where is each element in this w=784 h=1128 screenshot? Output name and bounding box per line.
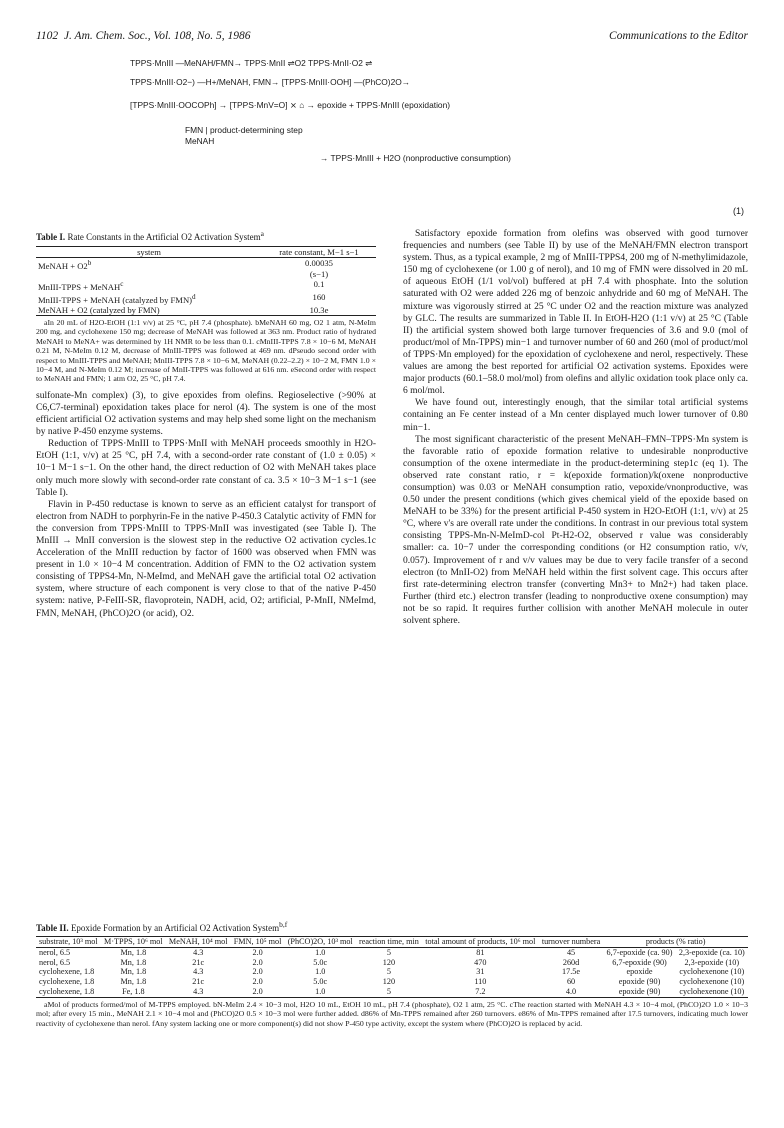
paragraph: sulfonate-Mn complex) (3), to give epoxides from olefins. Regioselective (>90% at C6,C7-terminal) epoxidation takes place for nerol (4). The system is one of the most efficient artificial O2 activation systems and may help shed some light on the mechanism by native P-450 enzyme systems. [36, 390, 376, 438]
table2-footnotes: aMol of products formed/mol of M-TPPS employed. bN-MeIm 2.4 × 10−3 mol, H2O 10 mL, EtOH 10 mL, pH 7.4 (phosphate), O2 1 atm, 25 °C. cThe reaction started with MeNAH 4.3 × 10−4 mol, (PhCO)2O 1.0 × 10−3 mol; after every 15 min., MeNAH 2.1 × 10−4 mol and (PhCO)2O 0.5 × 10−3 mol were further added. d86% of Mn-TPPS remained after 260 turnovers. e86% of Mn-TPPS remained after 17.5 turnovers, indicating much lower reactivity of cyclohexene than nerol. fAny system lacking one or more component(s) did not show P-450 type activity, except the system where (PhCO)2O is replaced by acid. [36, 999, 748, 1028]
table-header-row: substrate, 10³ mol M·TPPS, 10⁶ mol MeNAH, 10⁴ mol FMN, 10⁵ mol (PhCO)2O, 10³ mol reaction time, min total amount of products, 10⁶ mol turnover numbera products (% ratio) [36, 937, 748, 948]
page-number: 1102 J. Am. Chem. Soc., Vol. 108, No. 5, 1986 [36, 30, 251, 42]
section-title: Communications to the Editor [609, 30, 748, 42]
table1-caption: Table I. Rate Constants in the Artificial O2 Activation System$^a$ [36, 229, 265, 242]
paragraph: Flavin in P-450 reductase is known to serve as an efficient catalyst for transport of electron from NADH to porphyrin-Fe in the native P-450.3 Catalytic activity of FMN for the conversion from TPPS·MnIII to TPPS·MnII was investigated (see Table I). The MnIII → MnII conversion is the slowest step in the reductive O2 activation cycles.1c Acceleration of the MnIII reduction by factor of 1600 was observed when FMN was present in 1.0 × 10−4 M concentration. Addition of FMN to the O2 activation system consisting of TPPS4-Mn, N-MeImd, and MeNAH gave the artificial total O2 activation system, where structure of each component is very close to that of the native P-450 system: native, P-FeIII-SR, flavoprotein, NADH, acid, O2; artificial, P-MnII, NMeImd, FMN, MeNAH, (PhCO)2O (or acid), O2. [36, 499, 376, 619]
scheme-line-2: TPPS·MnIII·O2−) —H+/MeNAH, FMN→ [TPPS·MnIII·OOH] —(PhCO)2O→ [130, 77, 411, 87]
running-header [36, 30, 748, 46]
table1-footnotes: aIn 20 mL of H2O-EtOH (1:1 v/v) at 25 °C, pH 7.4 (phosphate). bMeNAH 60 mg, O2 1 atm, N-MeIm 200 mg, and cyclohexene 150 mg; decrease of MeNAH was followed at 363 nm. Product ratio of hydrated MeNAH to MeNA+ was determined by 1H NMR to be less than 0.1. cMnIII-TPPS 7.8 × 10−6 M, MeNAH 0.21 M, N-MeIm 0.12 M, decrease of MnIII-TPPS was followed at 469 nm. dPseudo second order with respect to MnIII-TPPS and MeNAH; MnIII-TPPS 7.8 × 10−6 M, MeNAH (0.22–2.2) × 10−2 M, FMN 1.0 × 10−4 M, and N-MeIm 0.12 M; increase of MnII-TPPS was followed at 616 nm. eSecond order with respect to MeNAH and FMN; 1 atm O2, 25 °C, pH 7.4. [36, 318, 376, 384]
table-row: cyclohexene, 1.8 Mn, 1.8 4.3 2.0 1.0 5 31 17.5e epoxide cyclohexenone (10) [39, 967, 745, 977]
scheme-line-4: FMN | product-determining step [185, 125, 303, 135]
table-row: nerol, 6.5 Mn, 1.8 4.3 2.0 1.0 5 81 45 6,7-epoxide (ca. 90) 2,3-epoxide (ca. 10) [39, 947, 745, 957]
table1 [36, 246, 376, 316]
left-column [36, 228, 376, 620]
table-row: cyclohexene, 1.8 Fe, 1.8 4.3 2.0 1.0 5 7.2 4.0 epoxide (90) cyclohexenone (10) [36, 987, 748, 997]
table-row: nerol, 6.5 Mn, 1.8 21c 2.0 5.0c 120 470 260d 6,7-epoxide (90) 2,3-epoxide (10) [39, 957, 740, 967]
scheme-line-5: MeNAH [185, 136, 215, 146]
table-row: MeNAH + $O2^b$ 0.00035 (s−1) [38, 258, 333, 279]
t1-header-system: system [36, 247, 262, 258]
table-row: MnIII-TPPS + MeNAH$^c$ 0.1 [38, 278, 325, 292]
table-row: MnIII-TPPS + MeNAH (catalyzed by FMN)$^d$ 160 [38, 291, 326, 305]
equation-number: (1) [733, 206, 744, 216]
paragraph: We have found out, interestingly enough, that the similar total artificial systems containing an Fe center instead of a Mn center displayed much lower turnover of 0.80 min−1. [403, 398, 748, 433]
table-row: MeNAH + O2 (catalyzed by FMN) 10.3e [36, 305, 376, 316]
scheme-line-6: → TPPS·MnIII + H2O (nonproductive consumption) [320, 153, 511, 163]
table-row: cyclohexene, 1.8 Mn, 1.8 21c 2.0 5.0c 120 110 60 epoxide (90) cyclohexenone (10) [39, 977, 745, 987]
table2-caption: Table II. Epoxide Formation by an Artificial O2 Activation System$^{b,f}$ [36, 920, 288, 933]
paragraph: Satisfactory epoxide formation from olefins was observed with good turnover frequencies and numbers (see Table II) by use of the MeNAH/FMN electron transport system. Thus, as a typical example, 2 mg of MnIII-TPPS4, 200 mg of N-methylimidazole, 150 mg of cyclohexene (or 1.00 g of nerol), and 10 mg of FMN were dissolved in 20 mL of aqueous EtOH (1/1 vol/vol) buffered at pH 7.4 with phosphate. Into the solution saturated with O2 were added 226 mg of benzoic anhydride and 60 mg of MeNAH. The mixture was vigorously stirred at 25 °C under O2 and the reaction mixture was analyzed by GLC. The results are summarized in Table II. In EtOH-H2O (1:1 v/v) at 25 °C (Table II) the artificial system showed both large turnover frequencies of 3.6 and 9.0 (mol of product/mol of Mn-TPPS) min−1 and turnover number of 60 and 260 (mol of product/mol of TPPS·Mn employed) for the epoxidation of cyclohexene and nerol, respectively. These values are among the best reported for artificial O2 activation systems. Epoxides were major products (60.1–58.0 mol/mol) from olefins and allylic oxidation took place only ca. 6 mol/mol. [403, 229, 748, 397]
paragraph: The most significant characteristic of the present MeNAH–FMN–TPPS·Mn system is the favorable ratio of epoxide formation relative to undesirable nonproductive consumption of the oxene intermediate in the product-determining step1c (eq 1). The observed rate constant ratio, r = k(epoxide formation)/k(oxene nonproductive consumption) was 0.03 or MeNAH consumption ratio, vepoxide/vnonproductive, was 0.50 under the present conditions (which gives chemical yield of the epoxide based on MeNAH to be 33%) for the present artificial P-450 system in H2O-EtOH (1:1, v/v) at 25 °C, where v's are overall rate under the conditions. In contrast in our previous total system consisting TPPS-Mn-N-MeImD-col Pt-H2-O2, observed r value was considerably smaller: ca. 10−7 under the corresponding conditions (or H2 consumption ratio, v/v, 0.057). Improvement of r and v/v values may be due to very facile transfer of a second electron (to MnII-O2) from MeNAH held within the first solvent cage. This occurs after first rate-determining electron transfer (converting Mn3+ to Mn2+) had taken place. Further (third etc.) electron transfer (leading to nonproductive oxene consumption) may not be so rapid. It requires further collision with another MeNAH molecule in outer solvent sphere. [403, 434, 748, 626]
reaction-scheme [130, 58, 750, 164]
right-column [403, 228, 748, 627]
left-body [36, 390, 376, 620]
paragraph: Reduction of TPPS·MnIII to TPPS·MnII with MeNAH proceeds smoothly in H2O-EtOH (1:1, v/v) at 25 °C, pH 7.4, with a second-order rate constant of (1.0 ± 0.05) × 10−1 M−1 s−1. On the other hand, the direct reduction of O2 with MeNAH takes place only much more slowly with second-order rate constant of ca. 3.5 × 10−3 M−1 s−1 (see Table I). [36, 439, 376, 498]
scheme-line-3: [TPPS·MnIII·OOCOPh] → [TPPS·MnV=O] ⨯ ⌂ → epoxide + TPPS·MnIII (epoxidation) [130, 100, 451, 110]
scheme-line-1: TPPS·MnIII —MeNAH/FMN→ TPPS·MnII ⇌O2 TPPS·MnII·O2 ⇌ [130, 58, 373, 68]
table2 [36, 936, 748, 998]
t1-header-rate: rate constant, M−1 s−1 [262, 247, 376, 258]
table2-block [36, 920, 748, 1028]
